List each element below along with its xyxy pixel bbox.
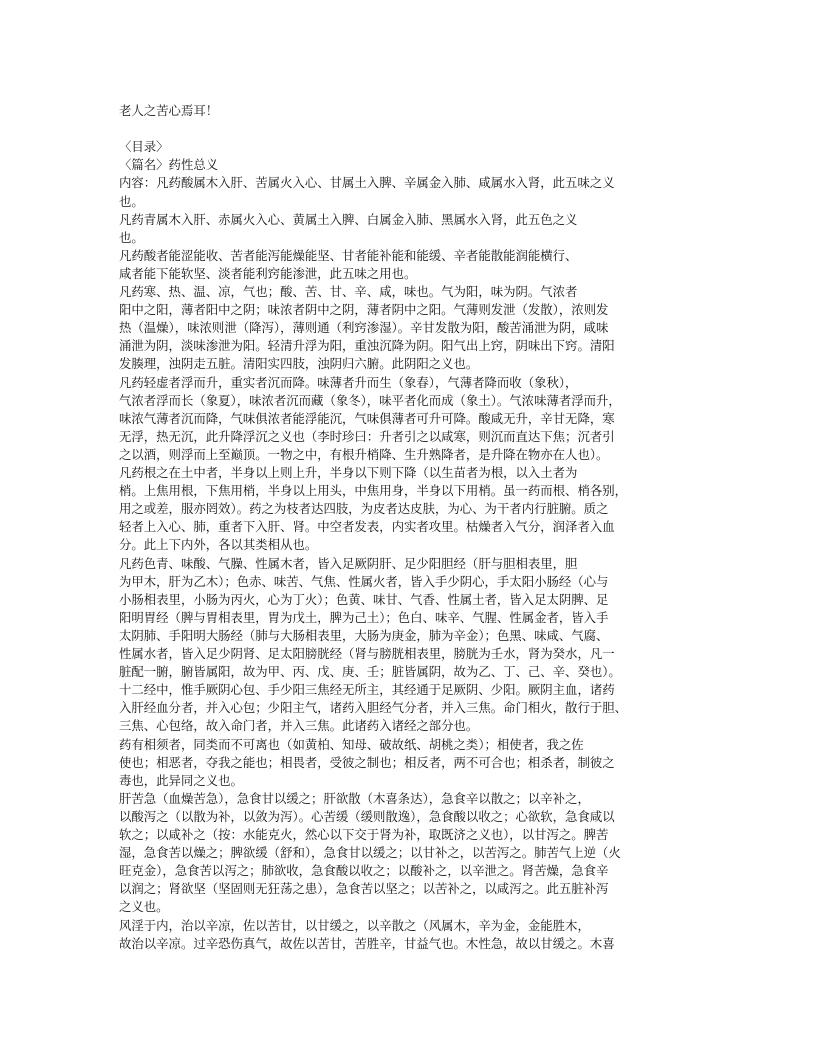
text-line: 发腠理，浊阴走五脏。清阳实四肢，浊阴归六腑。此阴阳之义也。 — [119, 356, 479, 372]
text-line: 三焦、心包络，故入命门者，并入三焦。此诸药入诸经之部分也。 — [119, 718, 479, 734]
text-line: 以酸泻之（以散为补，以敛为泻）。心苦缓（缓则散逸），急食酸以收之；心欲软，急食咸以 — [119, 808, 615, 824]
text-line: 气浓者浮而长（象夏），味浓者沉而藏（象冬），味平者化而成（象土）。气浓味薄者浮而升， — [119, 392, 621, 408]
text-line: 也。 — [119, 193, 144, 209]
text-line: 故治以辛凉。过辛恐伤真气，故佐以苦甘，苦胜辛，甘益气也。木性急，故以甘缓之。木喜 — [119, 935, 615, 951]
text-line: 〈篇名〉药性总义 — [119, 157, 219, 173]
text-line: 咸者能下能软坚、淡者能利窍能渗泄，此五味之用也。 — [119, 265, 417, 281]
text-line: 脏配一腑，腑皆属阳，故为甲、丙、戊、庚、壬；脏皆属阴，故为乙、丁、己、辛、癸也）。 — [119, 664, 621, 680]
text-line: 阳明胃经（脾与胃相表里，胃为戊土，脾为己土）；色白、味辛、气腥、性属金者，皆入手 — [119, 609, 609, 625]
text-line: 涌泄为阴，淡味渗泄为阳。轻清升浮为阳，重浊沉降为阴。阳气出上窍，阴味出下窍。清阳 — [119, 338, 615, 354]
text-line: 分。此上下内外，各以其类相从也。 — [119, 537, 318, 553]
text-line: 凡药青属木入肝、赤属火入心、黄属土入脾、白属金入肺、黑属水入肾，此五色之义 — [119, 211, 578, 227]
text-line: 热（温燥），味浓则泄（降泻），薄则通（利窍渗湿）。辛甘发散为阳，酸苦涌泄为阴，咸味 — [119, 320, 609, 336]
text-line: 入肝经血分者，并入心包；少阳主气，诸药入胆经气分者，并入三焦。命门相火，散行于胆、 — [119, 700, 628, 716]
text-line: 太阴肺、手阳明大肠经（肺与大肠相表里，大肠为庚金，肺为辛金）；色黑、味咸、气腐、 — [119, 627, 609, 643]
text-line: 用之或差，服亦罔效）。药之为枝者达四肢，为皮者达皮肤，为心、为干者内行脏腑。质之 — [119, 501, 609, 517]
text-line: 药有相须者，同类而不可离也（如黄柏、知母、破故纸、胡桃之类）；相使者，我之佐 — [119, 736, 584, 752]
text-line: 风淫于内，治以辛凉，佐以苦甘，以甘缓之，以辛散之（风属木，辛为金，金能胜木， — [119, 917, 590, 933]
text-line: 凡药寒、热、温、凉，气也；酸、苦、甘、辛、咸，味也。气为阳，味为阴。气浓者 — [119, 284, 578, 299]
text-line — [119, 120, 709, 138]
text-line: 小肠相表里，小肠为丙火，心为丁火）；色黄、味甘、气香、性属土者，皆入足太阴脾、足 — [119, 591, 609, 607]
text-line: 凡药根之在土中者，半身以上则上升，半身以下则下降（以生苗者为根，以入土者为 — [119, 465, 578, 480]
text-line: 肝苦急（血燥苦急），急食甘以缓之；肝欲散（木喜条达），急食辛以散之；以辛补之， — [119, 790, 590, 806]
text-line: 湿，急食苦以燥之；脾欲缓（舒和），急食甘以缓之；以甘补之，以苦泻之。肺苦气上逆（火 — [119, 845, 621, 861]
text-line: 凡药酸者能涩能收、苦者能泻能燥能坚、甘者能补能和能缓、辛者能散能润能横行、 — [119, 247, 578, 263]
text-line: 性属水者，皆入足少阴肾、足太阳膀胱经（肾与膀胱相表里，膀胱为壬水，肾为癸水，凡一 — [119, 646, 615, 661]
text-line: 使也；相恶者，夺我之能也；相畏者，受彼之制也；相反者，两不可合也；相杀者，制彼之 — [119, 754, 615, 770]
text-line: 凡药色青、味酸、气臊、性属木者，皆入足厥阴肝、足少阳胆经（肝与胆相表里，胆 — [119, 555, 578, 571]
text-line: 为甲木，肝为乙木）；色赤、味苦、气焦、性属火者，皆入手少阴心，手太阳小肠经（心与 — [119, 573, 609, 589]
text-line: 软之；以咸补之（按：水能克火，然心以下交于肾为补，取既济之义也），以甘泻之。脾苦 — [119, 827, 609, 842]
text-line: 无浮，热无沉，此升降浮沉之义也（李时珍曰：升者引之以咸寒，则沉而直达下焦；沉者引 — [119, 428, 615, 444]
text-line: 老人之苦心焉耳！ — [119, 103, 219, 118]
text-line: 梢。上焦用根，下焦用梢，半身以上用头，中焦用身，半身以下用梢。虽一药而根、梢各别， — [119, 483, 628, 499]
text-line: 也。 — [119, 229, 144, 245]
text-line: 毒也，此异同之义也。 — [119, 772, 243, 788]
text-line: 之以酒，则浮而上至巅顶。一物之中，有根升梢降、生升熟降者，是升降在物亦在人也）。 — [119, 446, 609, 462]
text-line: 旺克金），急食苦以泻之；肺欲收，急食酸以收之；以酸补之，以辛泄之。肾苦燥，急食辛 — [119, 863, 609, 879]
text-line: 〈目录〉 — [119, 139, 169, 155]
text-line: 以润之；肾欲坚（坚固则无狂荡之患），急食苦以坚之；以苦补之，以咸泻之。此五脏补泻 — [119, 881, 609, 897]
text-line: 凡药轻虚者浮而升，重实者沉而降。味薄者升而生（象春），气薄者降而收（象秋）， — [119, 374, 578, 390]
text-line: 阳中之阳，薄者阳中之阴；味浓者阴中之阴，薄者阴中之阳。气薄则发泄（发散），浓则发 — [119, 302, 609, 318]
text-line: 轻者上入心、肺，重者下入肝、肾。中空者发表，内实者攻里。枯燥者入气分，润泽者入血 — [119, 519, 615, 535]
text-line: 内容：凡药酸属木入肝、苦属火入心、甘属土入脾、辛属金入肺、咸属水入肾，此五味之义 — [119, 175, 615, 191]
text-line: 味浓气薄者沉而降，气味俱浓者能浮能沉，气味俱薄者可升可降。酸咸无升，辛甘无降，寒 — [119, 410, 615, 426]
text-line: 之义也。 — [119, 899, 169, 915]
text-line: 十二经中，惟手厥阴心包、手少阳三焦经无所主，其经通于足厥阴、少阳。厥阴主血，诸药 — [119, 682, 615, 698]
